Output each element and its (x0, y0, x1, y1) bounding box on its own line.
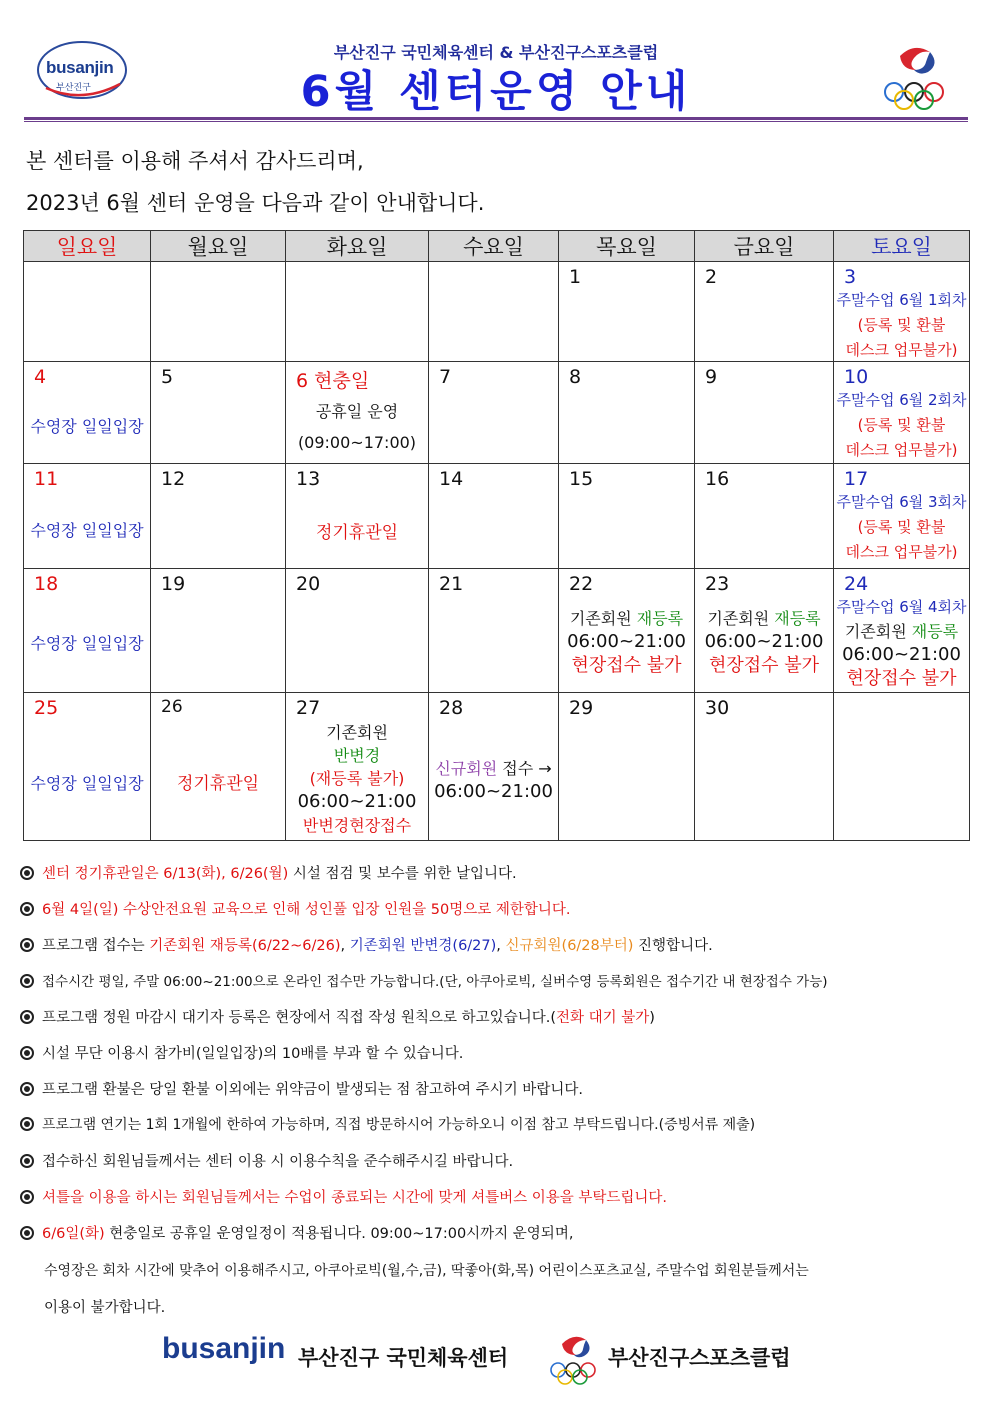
calendar-cell (151, 569, 286, 693)
notice-text: 현충일로 공휴일 운영일정이 적용됩니다. 09:00~17:00시까지 운영되며, (104, 1226, 574, 1242)
calendar-cell (695, 362, 834, 464)
calendar-cell-empty (429, 262, 559, 362)
existing-member-rereg (834, 620, 969, 643)
pool-daily-entry: 수영장 일일입장 (30, 634, 144, 653)
notice-item (20, 862, 517, 883)
existing-member-rereg (559, 607, 694, 630)
bullet-icon (20, 1226, 34, 1240)
reg-hours: 06:00~21:00 (297, 791, 417, 812)
existing-member-label: 기존회원 (326, 723, 388, 742)
notice-text: 6월 4일(일) 수상안전요원 교육으로 인해 성인풀 입장 인원을 50명으로 제한합니다. (42, 902, 571, 918)
date-number: 11 (34, 468, 59, 490)
notice-item (20, 898, 571, 919)
bullet-icon (20, 1010, 34, 1024)
date-number: 16 (705, 468, 730, 490)
new-member-reg (429, 757, 558, 780)
calendar-header-row (24, 231, 970, 262)
weekend-class-round: 주말수업 6월 2회차 (836, 391, 967, 409)
day-header-thu: 목요일 (559, 231, 695, 262)
calendar-cell (286, 464, 429, 569)
desk-notice: 데스크 업무불가) (845, 441, 958, 459)
footer (0, 1330, 992, 1390)
calendar-cell (834, 262, 970, 362)
date-number: 19 (161, 573, 186, 595)
desk-notice: (등록 및 환불 (857, 316, 946, 334)
notice-item (20, 1078, 583, 1099)
header-divider-thin (24, 121, 968, 122)
class-change-label: 반변경 (333, 746, 381, 765)
date-number: 1 (569, 266, 582, 288)
weekend-class-round: 주말수업 6월 3회차 (836, 493, 967, 511)
calendar-cell (834, 464, 970, 569)
date-number: 20 (296, 573, 321, 595)
notice-text: , (340, 938, 350, 954)
reg-arrow-label: 접수 → (497, 759, 552, 778)
date-number: 26 (161, 697, 183, 717)
header-divider (24, 117, 968, 120)
desk-notice: 데스크 업무불가) (845, 341, 958, 359)
date-number: 12 (161, 468, 186, 490)
notice-item (20, 1186, 667, 1207)
date-number: 28 (439, 697, 464, 719)
calendar-cell-empty (834, 693, 970, 841)
date-number: 3 (844, 266, 857, 288)
reg-hours: 06:00~21:00 (434, 781, 553, 802)
header (0, 0, 992, 125)
bullet-icon (20, 866, 34, 880)
notice-item (20, 1006, 655, 1027)
date-number: 7 (439, 366, 452, 388)
day-header-tue: 화요일 (286, 231, 429, 262)
date-number: 22 (569, 573, 594, 595)
calendar-cell-empty (24, 262, 151, 362)
notice-text: 기존회원 재등록(6/22~6/26) (149, 938, 341, 954)
regular-closure: 정기휴관일 (176, 774, 260, 794)
reg-hours: 06:00~21:00 (704, 631, 824, 652)
notice-continuation: 수영장은 회차 시간에 맞추어 이용해주시고, 아쿠아로빅(월,수,금), 딱좋아(화,목) 어린이스포츠교실, 주말수업 회원분들께서는 (44, 1263, 809, 1279)
calendar-week-5 (24, 693, 970, 841)
notice-text: 접수하신 회원님들께서는 센터 이용 시 이용수칙을 준수해주시길 바랍니다. (42, 1154, 514, 1170)
calendar-cell (24, 362, 151, 464)
date-number: 5 (161, 366, 174, 388)
day-header-sat: 토요일 (834, 231, 970, 262)
no-onsite-reg: 현장접수 불가 (708, 655, 820, 676)
day-header-mon: 월요일 (151, 231, 286, 262)
bullet-icon (20, 938, 34, 952)
date-number: 30 (705, 697, 730, 719)
calendar-week-2 (24, 362, 970, 464)
bullet-icon (20, 902, 34, 916)
bullet-icon (20, 1154, 34, 1168)
logo-wordmark: busanjin (46, 58, 114, 77)
calendar-cell (559, 693, 695, 841)
date-number: 24 (844, 573, 869, 595)
holiday-hours: (09:00~17:00) (297, 433, 417, 452)
notice-continuation: 이용이 불가합니다. (44, 1300, 166, 1316)
no-onsite-reg: 현장접수 불가 (571, 655, 682, 676)
existing-member-label: 기존회원 (844, 622, 907, 641)
date-number: 2 (705, 266, 718, 288)
notice-item (20, 1150, 513, 1171)
bullet-icon (20, 1082, 34, 1096)
notice-text: 6/6일(화) (42, 1226, 105, 1242)
calendar-week-3 (24, 464, 970, 569)
regular-closure: 정기휴관일 (315, 523, 399, 543)
calendar-week-1 (24, 262, 970, 362)
intro-line-2: 2023년 6월 센터 운영을 다음과 같이 안내합니다. (26, 191, 485, 215)
notice-text: 신규회원(6/28부터) (505, 938, 634, 954)
calendar-cell-empty (151, 262, 286, 362)
calendar-cell (834, 569, 970, 693)
date-number: 15 (569, 468, 594, 490)
pool-daily-entry: 수영장 일일입장 (30, 774, 144, 793)
bullet-icon (20, 1190, 34, 1204)
weekend-class-round: 주말수업 6월 4회차 (836, 598, 967, 616)
footer-club-name: 부산진구스포츠클럽 (608, 1346, 791, 1370)
calendar-cell (429, 464, 559, 569)
date-number: 9 (705, 366, 718, 388)
notice-text: 프로그램 연기는 1회 1개월에 한하여 가능하며, 직접 방문하시어 가능하오니 이점 참고 부탁드립니다.(증빙서류 제출) (42, 1117, 756, 1133)
notice-text: 기존회원 반변경(6/27) (349, 938, 497, 954)
notice-text: 시설 점검 및 보수를 위한 날입니다. (288, 866, 517, 882)
date-number: 27 (296, 697, 321, 719)
page-title: 6월 센터운영 안내 (300, 67, 692, 117)
calendar-cell (559, 569, 695, 693)
calendar-cell (695, 262, 834, 362)
day-header-sun: 일요일 (24, 231, 151, 262)
calendar-cell-empty (286, 262, 429, 362)
weekend-class-round: 주말수업 6월 1회차 (836, 291, 967, 309)
calendar-cell (695, 569, 834, 693)
day-header-wed: 수요일 (429, 231, 559, 262)
pool-daily-entry: 수영장 일일입장 (30, 521, 144, 540)
notice-text: 센터 정기휴관일은 6/13(화), 6/26(월) (42, 866, 289, 882)
bullet-icon (20, 974, 34, 988)
notice-text: 접수시간 평일, 주말 06:00~21:00으로 온라인 접수만 가능합니다.(단, 아쿠아로빅, 실버수영 등록회원은 접수기간 내 현장접수 가능) (42, 974, 828, 990)
notice-item (20, 1114, 755, 1134)
header-subtitle: 부산진구 국민체육센터 & 부산진구스포츠클럽 (333, 43, 659, 62)
calendar-cell (834, 362, 970, 464)
calendar-cell (24, 693, 151, 841)
notice-item (20, 1042, 463, 1063)
bullet-icon (20, 1117, 34, 1131)
date-number: 29 (569, 697, 594, 719)
no-onsite-reg: 현장접수 불가 (846, 668, 957, 689)
calendar-cell (559, 262, 695, 362)
rereg-label: 재등록 (911, 622, 959, 641)
date-number: 17 (844, 468, 869, 490)
notice-text: 진행합니다. (633, 938, 713, 954)
sports-club-logo-icon (880, 40, 952, 112)
calendar-cell (559, 464, 695, 569)
notice-text: 시설 무단 이용시 참가비(일일입장)의 10배를 부과 할 수 있습니다. (42, 1046, 464, 1062)
class-change-onsite: 반변경현장접수 (302, 816, 412, 835)
rereg-label: 재등록 (774, 609, 821, 628)
notice-text: ) (649, 1010, 655, 1026)
date-number: 13 (296, 468, 321, 490)
day-header-fri: 금요일 (695, 231, 834, 262)
notice-text: 프로그램 정원 마감시 대기자 등록은 현장에서 직접 작성 원칙으로 하고있습니다.( (42, 1010, 556, 1026)
desk-notice: (등록 및 환불 (857, 416, 946, 434)
notice-text: 프로그램 접수는 (42, 938, 150, 954)
calendar-cell (286, 693, 429, 841)
notice-item (20, 970, 828, 990)
holiday-operation: 공휴일 운영 (315, 402, 399, 421)
footer-center-name: 부산진구 국민체육센터 (298, 1346, 509, 1370)
calendar-cell (429, 693, 559, 841)
calendar-cell (151, 362, 286, 464)
notice-text: , (496, 938, 506, 954)
bullet-icon (20, 1046, 34, 1060)
calendar-cell (429, 569, 559, 693)
existing-member-label: 기존회원 (707, 609, 770, 628)
date-number: 25 (34, 697, 59, 719)
date-number: 21 (439, 573, 464, 595)
notice-text: 전화 대기 불가 (555, 1010, 650, 1026)
existing-member-rereg (695, 607, 833, 630)
reg-hours: 06:00~21:00 (567, 631, 686, 652)
calendar-cell (24, 569, 151, 693)
no-rereg-label: (재등록 불가) (309, 769, 405, 788)
notice-item (20, 934, 713, 955)
desk-notice: (등록 및 환불 (857, 518, 946, 536)
calendar-week-4 (24, 569, 970, 693)
intro-line-1: 본 센터를 이용해 주셔서 감사드리며, (26, 149, 364, 173)
rereg-label: 재등록 (636, 609, 684, 628)
calendar-cell (151, 693, 286, 841)
calendar-cell (559, 362, 695, 464)
date-number: 14 (439, 468, 464, 490)
new-member-label: 신규회원 (435, 759, 498, 778)
footer-busanjin-logo: busanjin (162, 1332, 286, 1365)
logo-subtext: 부산진구 (56, 83, 91, 93)
calendar-cell (695, 693, 834, 841)
calendar-cell (429, 362, 559, 464)
existing-member-label: 기존회원 (569, 609, 632, 628)
calendar-cell (695, 464, 834, 569)
notice-text: 프로그램 환불은 당일 환불 이외에는 위약금이 발생되는 점 참고하여 주시기 바랍니다. (42, 1082, 583, 1098)
date-number: 4 (34, 366, 47, 388)
date-number: 6 현충일 (296, 370, 370, 392)
notice-text: 셔틀을 이용을 하시는 회원님들께서는 수업이 종료되는 시간에 맞게 셔틀버스 이용을 부탁드립니다. (42, 1190, 667, 1206)
date-number: 23 (705, 573, 730, 595)
date-number: 10 (844, 366, 869, 388)
calendar-cell (286, 362, 429, 464)
calendar-cell (286, 569, 429, 693)
date-number: 18 (34, 573, 59, 595)
calendar-table (23, 230, 970, 841)
calendar-cell (24, 464, 151, 569)
desk-notice: 데스크 업무불가) (845, 543, 958, 561)
notice-item (20, 1222, 573, 1243)
reg-hours: 06:00~21:00 (842, 644, 961, 665)
calendar-cell (151, 464, 286, 569)
date-number: 8 (569, 366, 582, 388)
pool-daily-entry: 수영장 일일입장 (30, 417, 144, 436)
footer-sports-club-logo-icon (548, 1332, 602, 1390)
